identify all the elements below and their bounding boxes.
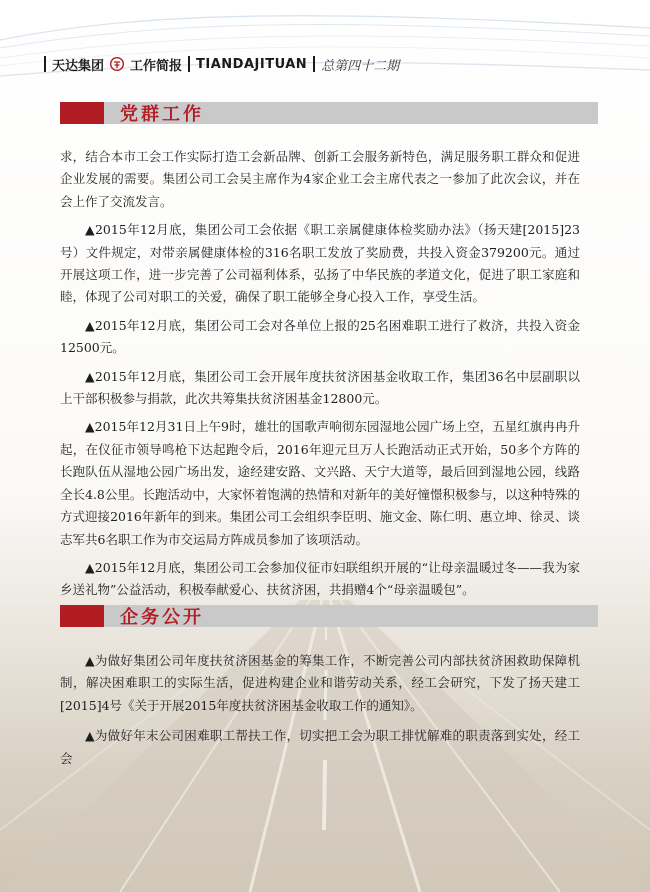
paragraph: ▲2015年12月底，集团公司工会开展年度扶贫济困基金收取工作，集团36名中层副职以上干部积极参与捐款，此次共筹集扶贫济困基金12800元。 [60, 368, 580, 407]
paragraph: ▲为做好年末公司困难职工帮扶工作，切实把工会为职工排忧解难的职责落到实处，经工会 [60, 728, 580, 766]
section-marker [60, 102, 104, 124]
section-header-party-work [60, 102, 598, 124]
paragraph: ▲2015年12月31日上午9时，雄壮的国歌声响彻东园湿地公园广场上空，五星红旗冉冉升起，在仪征市领导鸣枪下达起跑令后，2016年迎元旦万人长跑活动正式开始，50多个方阵的长跑队伍从湿地公园广场出发，途经建安路、文兴路、天宁大道等，最后回到湿地公园，线路全长4.8公里。长跑活动中，大家怀着饱满的热情和对新年的美好憧憬积极参与，以这种特殊的方式迎接2016年新年的到来。集团公司工会组织李臣明、施文金、陈仁明、惠立坤、徐灵、谈志军共6名职工作为市交运局方阵成员参加了该项活动。 [60, 419, 580, 547]
section-body-enterprise-affairs [60, 650, 580, 770]
paragraph: ▲2015年12月底，集团公司工会依据《职工亲属健康体检奖励办法》（扬天建[2015]23号）文件规定，对带亲属健康体检的316名职工发放了奖励费，共投入资金379200元。通过开展这项工作，进一步完善了公司福利体系，弘扬了中华民族的孝道文化，促进了职工家庭和睦，体现了公司对职工的关爱，确保了职工能够全身心投入工作，享受生活。 [60, 222, 580, 305]
header-divider [44, 56, 46, 72]
paragraph: 求，结合本市工会工作实际打造工会新品牌、创新工会服务新特色，满足服务职工群众和促进企业发展的需要。集团公司工会吴主席作为4家企业工会主席代表之一参加了此次会议，并在会上作了交流发言。 [60, 149, 580, 209]
header-divider [313, 56, 315, 72]
section-title: 党群工作 [120, 104, 204, 125]
paragraph: ▲2015年12月底，集团公司工会对各单位上报的25名困难职工进行了救济，共投入资金12500元。 [60, 317, 580, 356]
paragraph: ▲2015年12月底，集团公司工会参加仪征市妇联组织开展的“让母亲温暖过冬——我为家乡送礼物”公益活动，积极奉献爱心、扶贫济困，共捐赠4个“母亲温暖包”。 [60, 559, 580, 598]
company-name: 天达集团 [52, 58, 105, 74]
issue-number: 总第四十二期 [321, 58, 400, 74]
paragraph: ▲为做好集团公司年度扶贫济困基金的筹集工作，不断完善公司内部扶贫济困救助保障机制，解决困难职工的实际生活，促进构建企业和谐劳动关系，经工会研究，下发了扬天建工[2015]4号《关于开展2015年度扶贫济困基金收取工作的通知》。 [60, 653, 580, 713]
header-wave-decoration [0, 0, 650, 90]
header-divider [188, 56, 190, 72]
section-header-enterprise-affairs [60, 605, 598, 627]
company-name-latin: TIANDAJITUAN [196, 56, 308, 72]
section-body-party-work [60, 146, 580, 602]
bulletin-name: 工作简报 [130, 58, 183, 74]
section-title: 企务公开 [120, 607, 204, 628]
company-logo-icon [110, 57, 124, 71]
section-marker [60, 605, 104, 627]
page-header [44, 52, 399, 76]
